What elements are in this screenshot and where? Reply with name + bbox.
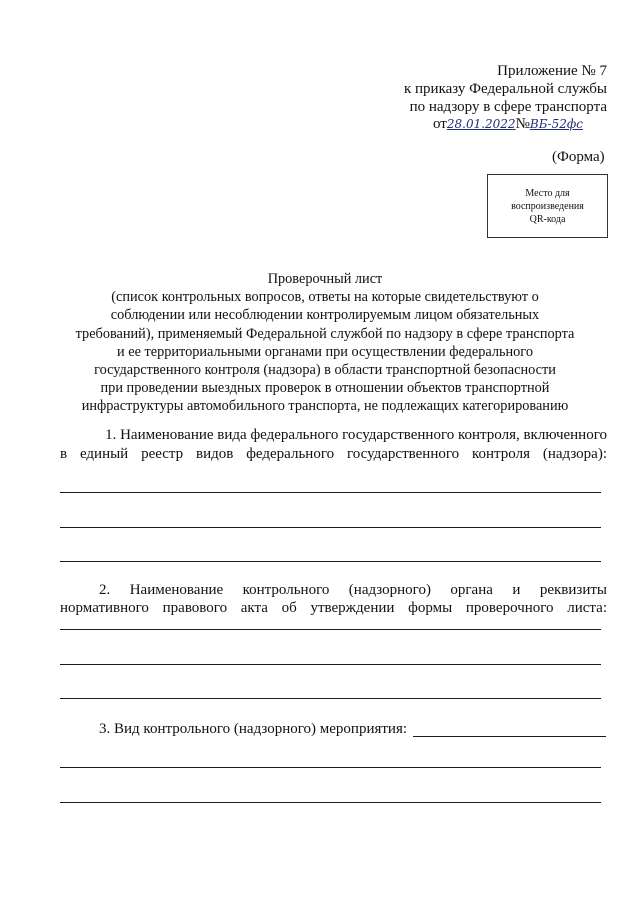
section-3-inline-fill[interactable] (413, 736, 606, 737)
section-2-fill-line-3[interactable] (60, 698, 601, 699)
document-title (45, 270, 605, 416)
title-line: и ее территориальными органами при осуществлении федерального (117, 343, 533, 360)
handwritten-date: 28.01.2022 (446, 117, 516, 131)
section-1-fill-line-3[interactable] (60, 561, 601, 562)
section-3-label: 3. Вид контрольного (надзорного) мероприятия: (99, 721, 408, 737)
section-2-line-2: нормативного правового акта об утверждении формы проверочного листа: (60, 600, 607, 616)
section-2-fill-line-1[interactable] (60, 629, 601, 630)
title-line: Проверочный лист (267, 271, 383, 287)
qr-text-1: Место для (525, 187, 570, 199)
title-line: государственного контроля (надзора) в области транспортной безопасности (94, 362, 556, 379)
section-3-fill-line-2[interactable] (60, 802, 601, 803)
header-appendix: Приложение № 7 (497, 63, 607, 79)
date-prefix: от (433, 116, 447, 132)
section-1-line-2: в единый реестр видов федерального государственного контроля (надзора): (60, 446, 607, 462)
title-line: соблюдении или несоблюдении контролируемым лицом обязательных (110, 307, 540, 324)
title-line: при проведении выездных проверок в отношении объектов транспортной (100, 380, 550, 397)
title-line: инфраструктуры автомобильного транспорта, не подлежащих категорированию (81, 398, 569, 415)
section-1-line-1: 1. Наименование вида федерального государственного контроля, включенного (105, 427, 607, 443)
section-1-fill-line-2[interactable] (60, 527, 601, 528)
section-2-line-1: 2. Наименование контрольного (надзорного) органа и реквизиты (99, 582, 607, 598)
header-date-number (433, 116, 583, 133)
title-line: (список контрольных вопросов, ответы на которые свидетельствуют о (111, 289, 539, 306)
section-2-fill-line-2[interactable] (60, 664, 601, 665)
form-label: (Форма) (552, 149, 605, 165)
qr-text-2: воспроизведения (511, 200, 584, 212)
header-order-line: к приказу Федеральной службы (403, 81, 607, 97)
qr-code-placeholder (487, 174, 608, 238)
qr-text-3: QR-кода (529, 213, 566, 225)
handwritten-number: ВБ-52фс (529, 117, 583, 131)
number-sign: № (515, 116, 530, 132)
header-agency-line: по надзору в сфере транспорта (409, 99, 607, 115)
section-1-fill-line-1[interactable] (60, 492, 601, 493)
section-3-fill-line-1[interactable] (60, 767, 601, 768)
title-line: требований), применяемый Федеральной службой по надзору в сфере транспорта (75, 325, 575, 342)
